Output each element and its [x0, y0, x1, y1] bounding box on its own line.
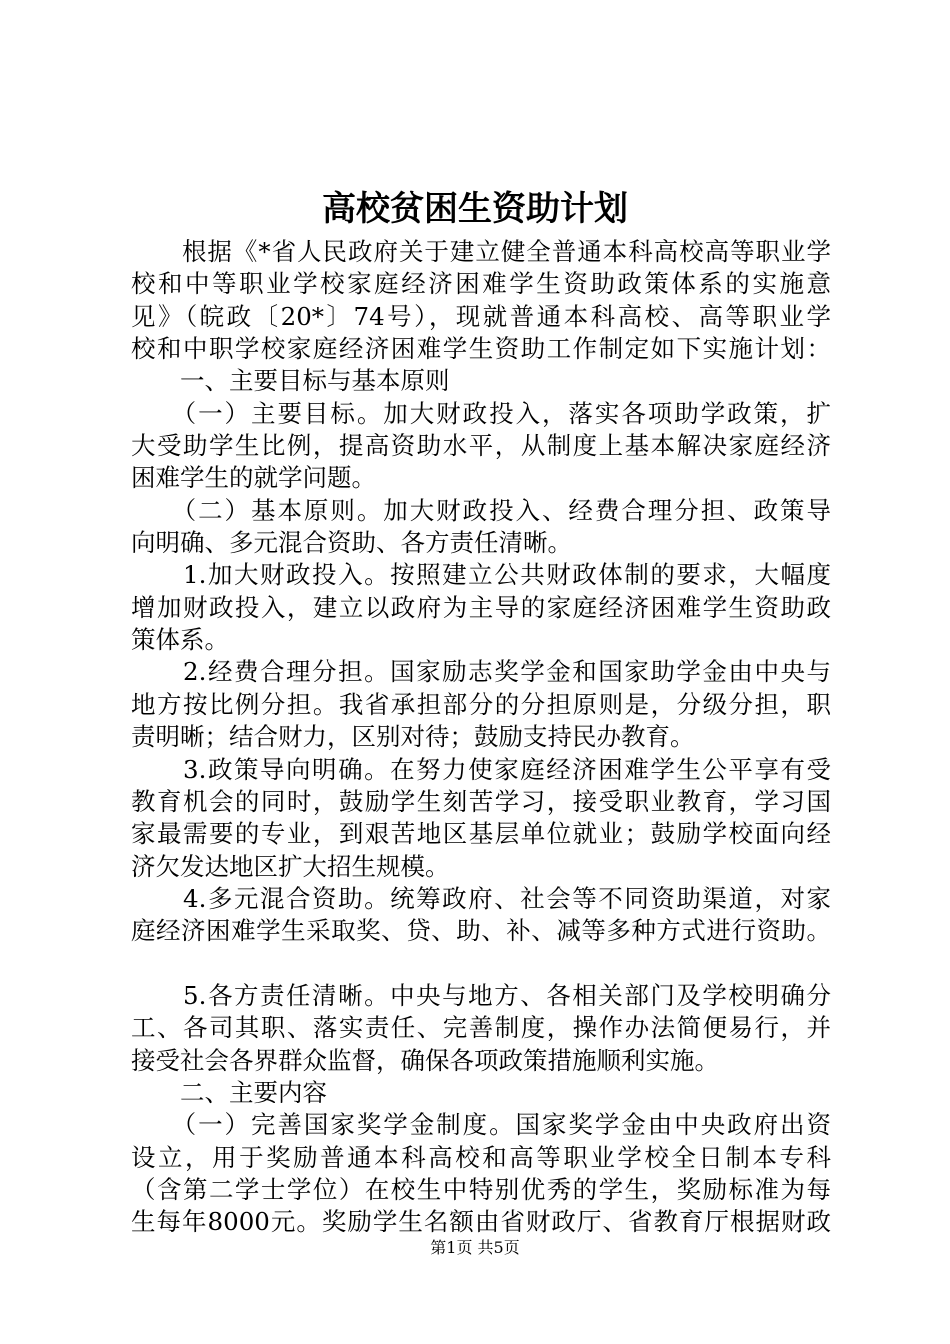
body-line: 一、主要目标与基本原则	[131, 366, 450, 396]
body-line: 工、各司其职、落实责任、完善制度，操作办法简便易行，并	[131, 1013, 831, 1043]
document-body	[131, 236, 831, 1239]
body-line: 5.各方责任清晰。中央与地方、各相关部门及学校明确分	[131, 980, 831, 1010]
body-line: 大受助学生比例，提高资助水平，从制度上基本解决家庭经济	[131, 431, 831, 461]
body-line: 地方按比例分担。我省承担部分的分担原则是，分级分担，职	[131, 689, 831, 719]
body-line: 2.经费合理分担。国家励志奖学金和国家助学金由中央与	[131, 657, 831, 687]
body-line: （二）基本原则。加大财政投入、经费合理分担、政策导	[131, 495, 831, 525]
body-line: 校和中职学校家庭经济困难学生资助工作制定如下实施计划：	[131, 334, 831, 364]
body-line: 庭经济困难学生采取奖、贷、助、补、减等多种方式进行资助。	[131, 916, 831, 946]
body-line: （一）完善国家奖学金制度。国家奖学金由中央政府出资	[131, 1110, 831, 1140]
body-line: （含第二学士学位）在校生中特别优秀的学生，奖励标准为每	[131, 1174, 831, 1204]
body-line: 济欠发达地区扩大招生规模。	[131, 851, 450, 881]
body-line: 生每年8000元。奖励学生名额由省财政厅、省教育厅根据财政	[131, 1207, 831, 1237]
body-line: 接受社会各界群众监督，确保各项政策措施顺利实施。	[131, 1045, 719, 1075]
body-line: 4.多元混合资助。统筹政府、社会等不同资助渠道，对家	[131, 883, 831, 913]
body-line: 设立，用于奖励普通本科高校和高等职业学校全日制本专科	[131, 1142, 831, 1172]
body-line: 见》（皖政〔20*〕74号），现就普通本科高校、高等职业学	[131, 301, 831, 331]
body-line: （一）主要目标。加大财政投入，落实各项助学政策，扩	[131, 398, 831, 428]
body-line: 增加财政投入，建立以政府为主导的家庭经济困难学生资助政	[131, 592, 831, 622]
body-line: 校和中等职业学校家庭经济困难学生资助政策体系的实施意	[131, 269, 831, 299]
body-line: 策体系。	[131, 625, 229, 655]
body-line: 困难学生的就学问题。	[131, 463, 376, 493]
body-line: 责明晰；结合财力，区别对待；鼓励支持民办教育。	[131, 722, 695, 752]
body-line: 家最需要的专业，到艰苦地区基层单位就业；鼓励学校面向经	[131, 819, 831, 849]
page-footer: 第1页 共5页	[430, 1238, 520, 1257]
body-line: 1.加大财政投入。按照建立公共财政体制的要求，大幅度	[131, 560, 831, 590]
body-line: 3.政策导向明确。在努力使家庭经济困难学生公平享有受	[131, 754, 831, 784]
body-line: 向明确、多元混合资助、各方责任清晰。	[131, 528, 572, 558]
body-line: 根据《*省人民政府关于建立健全普通本科高校高等职业学	[131, 237, 831, 266]
blank-line	[131, 948, 831, 980]
body-line: 教育机会的同时，鼓励学生刻苦学习，接受职业教育，学习国	[131, 786, 831, 816]
body-line: 二、主要内容	[131, 1077, 327, 1107]
document-title: 高校贫困生资助计划	[322, 189, 628, 229]
